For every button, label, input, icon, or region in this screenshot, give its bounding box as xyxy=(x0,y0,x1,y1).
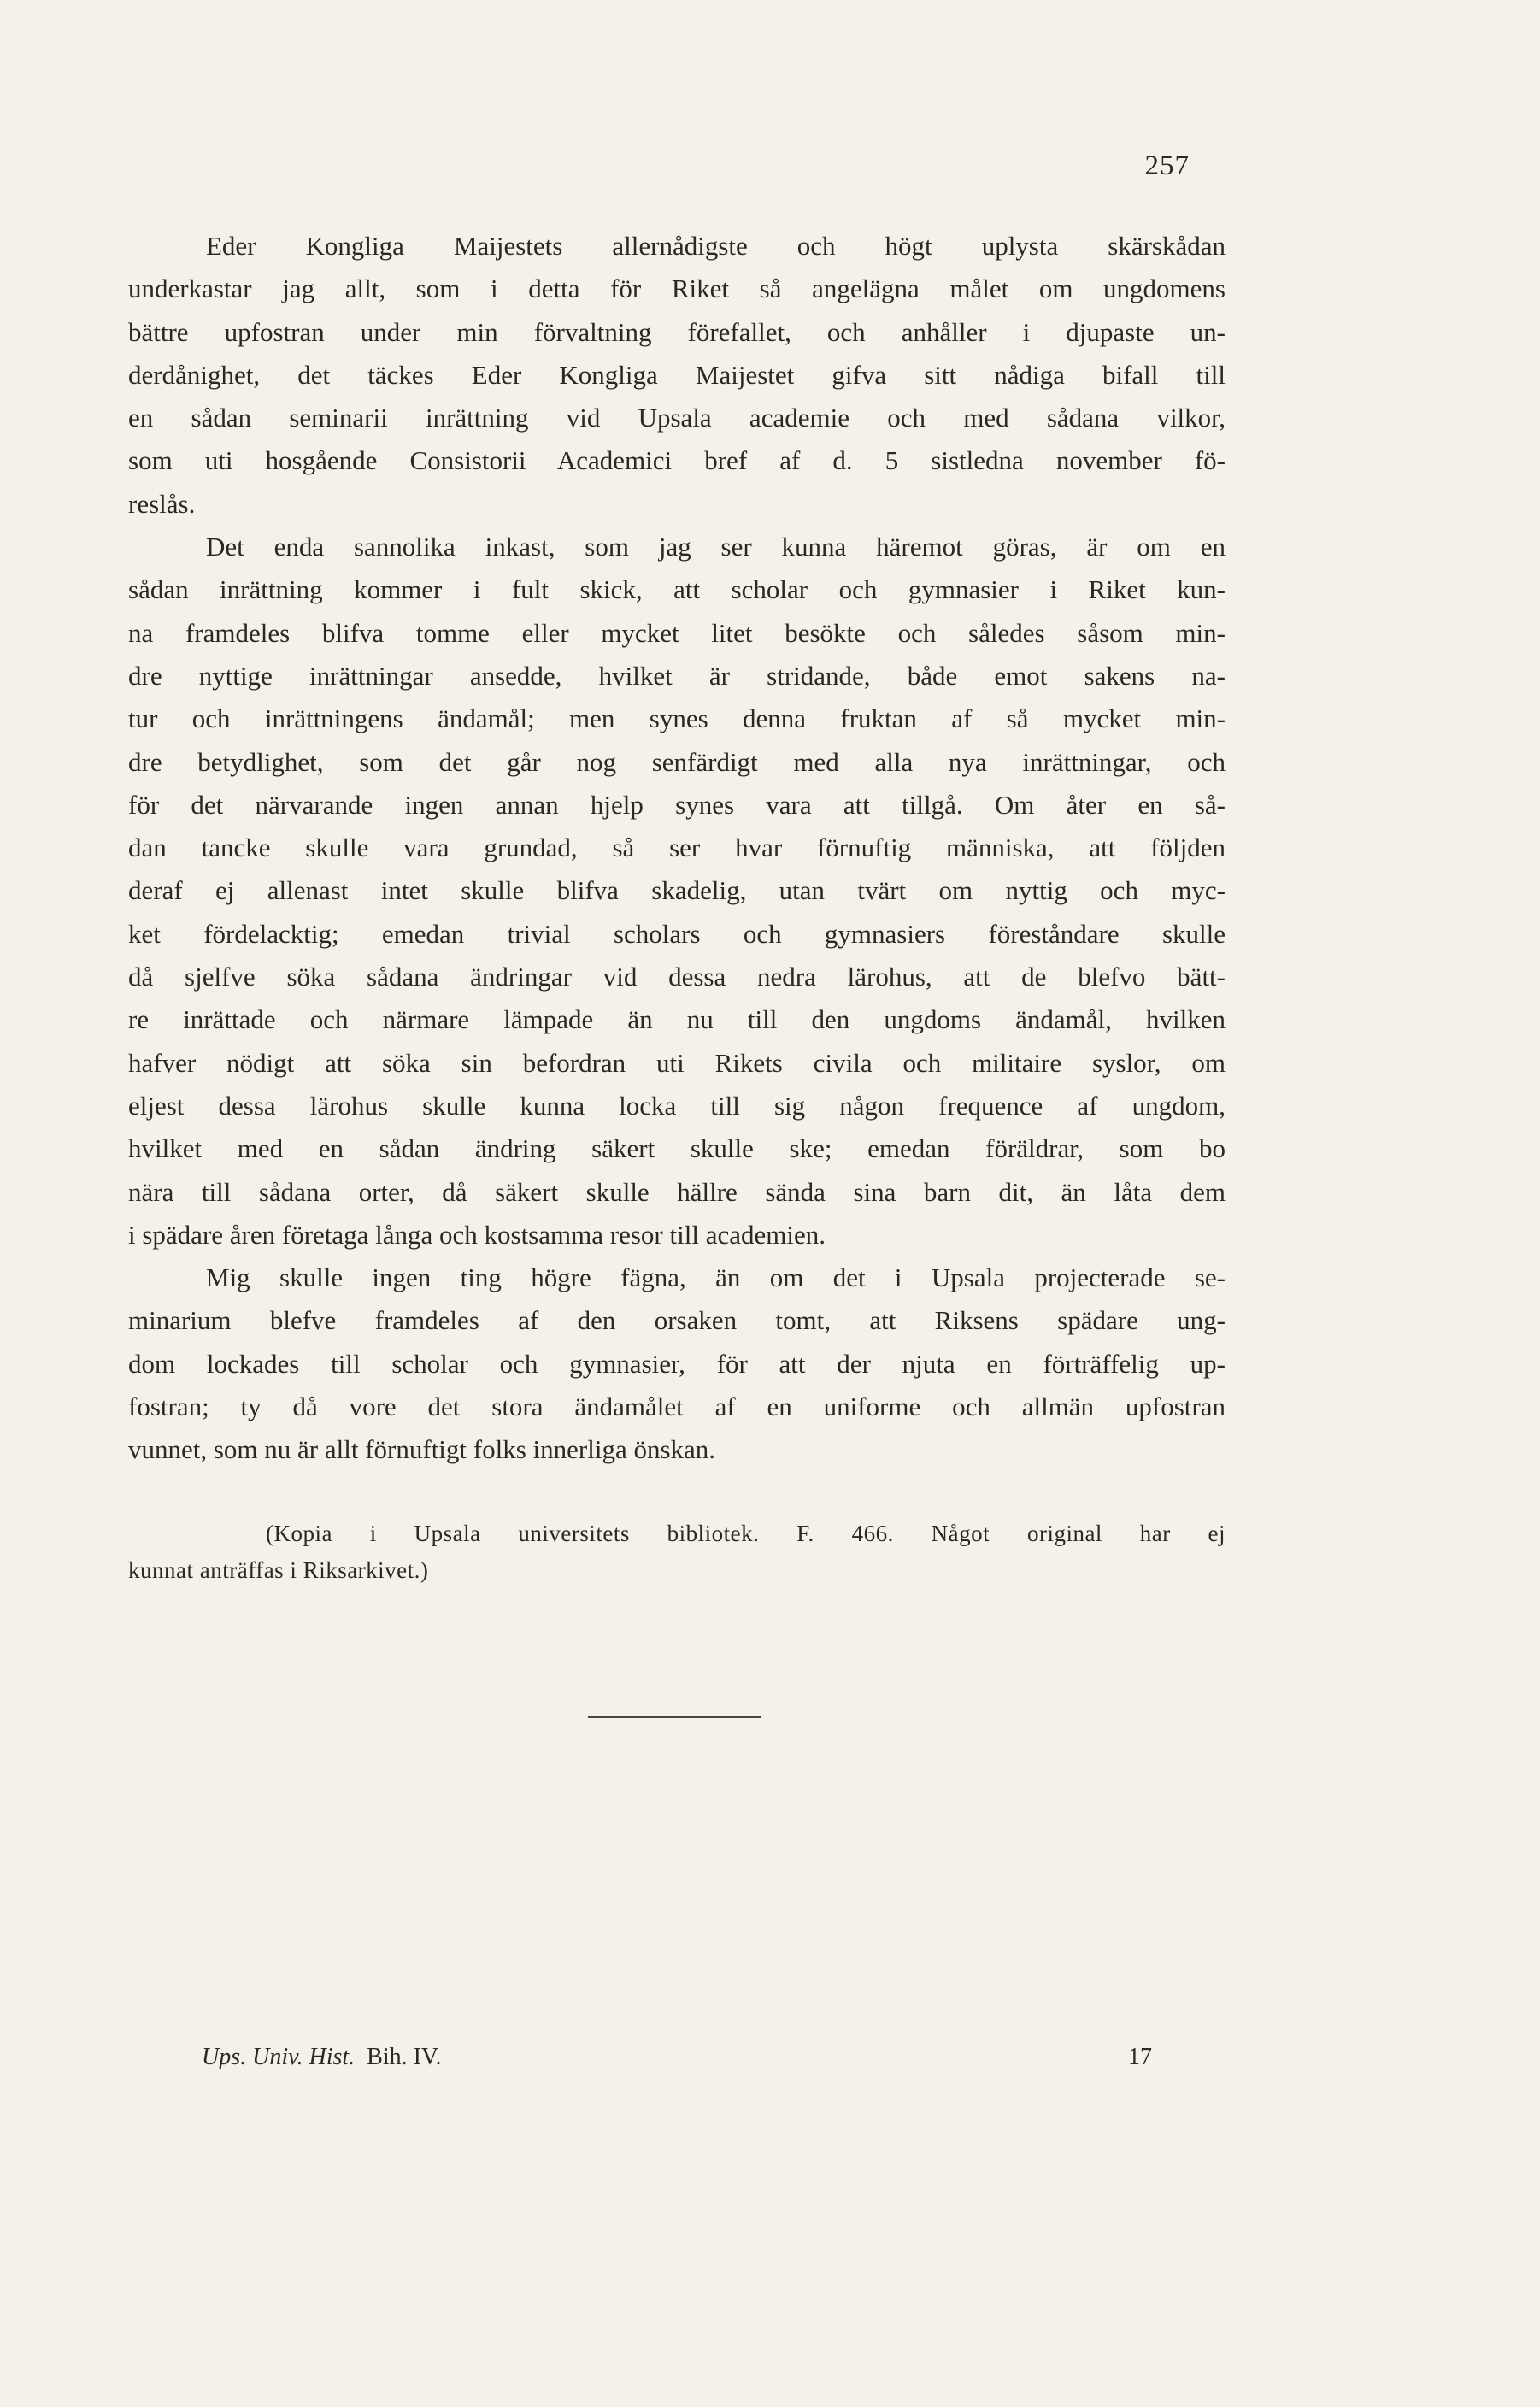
paragraph xyxy=(128,1256,1226,1471)
main-text xyxy=(128,225,1226,1472)
text-line: tur och inrättningens ändamål; men synes denna fruktan af så mycket min- xyxy=(128,703,1226,734)
text-line: dan tancke skulle vara grundad, så ser hvar förnuftig människa, att följden xyxy=(128,833,1226,863)
text-line: för det närvarande ingen annan hjelp synes vara att tillgå. Om åter en så- xyxy=(128,789,1226,820)
text-line: fostran; ty då vore det stora ändamålet af en uniforme och allmän upfostran xyxy=(128,1392,1226,1422)
text-line: derdånighet, det täckes Eder Kongliga Maijestet gifva sitt nådiga bifall till xyxy=(128,359,1226,390)
page-footer xyxy=(202,2044,1152,2071)
paragraph xyxy=(128,526,1226,1256)
text-line: reslås. xyxy=(128,488,196,519)
text-line: en sådan seminarii inrättning vid Upsala academie och med sådana vilkor, xyxy=(128,403,1226,433)
text-line: bättre upfostran under min förvaltning förefallet, och anhåller i djupaste un- xyxy=(128,316,1226,347)
text-line: dre nyttige inrättningar ansedde, hvilket är stridande, både emot sakens na- xyxy=(128,660,1226,691)
text-line: som uti hosgående Consistorii Academici bref af d. 5 sistledna november fö- xyxy=(128,445,1226,476)
text-line: Mig skulle ingen ting högre fägna, än om det i Upsala projecterade se- xyxy=(206,1262,1226,1293)
note-line: (Kopia i Upsala universitets bibliotek. F. 466. Något original har ej xyxy=(266,1521,1226,1546)
text-line: Eder Kongliga Maijestets allernådigste och högt uplysta skärskådan xyxy=(206,231,1226,261)
source-note xyxy=(128,1515,1226,1589)
text-line: nära till sådana orter, då säkert skulle hällre sända sina barn dit, än låta dem xyxy=(128,1176,1226,1207)
text-line: re inrättade och närmare lämpade än nu till den ungdoms ändamål, hvilken xyxy=(128,1004,1226,1035)
text-line: hvilket med en sådan ändring säkert skulle ske; emedan föräldrar, som bo xyxy=(128,1133,1226,1164)
section-divider xyxy=(588,1716,761,1718)
text-line: dre betydlighet, som det går nog senfärdigt med alla nya inrättningar, och xyxy=(128,746,1226,777)
text-line: hafver nödigt att söka sin befordran uti Rikets civila och militaire syslor, om xyxy=(128,1047,1226,1078)
text-line: na framdeles blifva tomme eller mycket litet besökte och således såsom min- xyxy=(128,617,1226,648)
text-line: deraf ej allenast intet skulle blifva skadelig, utan tvärt om nyttig och myc- xyxy=(128,875,1226,906)
text-line: minarium blefve framdeles af den orsaken tomt, att Riksens spädare ung- xyxy=(128,1305,1226,1336)
footer-volume: Bih. IV. xyxy=(367,2044,442,2070)
text-line: eljest dessa lärohus skulle kunna locka till sig någon frequence af ungdom, xyxy=(128,1090,1226,1121)
text-line: Det enda sannolika inkast, som jag ser kunna häremot göras, är om en xyxy=(206,532,1226,562)
footer-source xyxy=(202,2044,442,2071)
page-number: 257 xyxy=(1144,150,1190,181)
text-line: underkastar jag allt, som i detta för Riket så angelägna målet om ungdomens xyxy=(128,274,1226,304)
note-line: kunnat anträffas i Riksarkivet.) xyxy=(128,1557,429,1583)
text-line: ket fördelacktig; emedan trivial scholars och gymnasiers föreståndare skulle xyxy=(128,918,1226,949)
text-line: sådan inrättning kommer i fult skick, att scholar och gymnasier i Riket kun- xyxy=(128,574,1226,605)
text-line: vunnet, som nu är allt förnuftigt folks innerliga önskan. xyxy=(128,1434,716,1465)
text-line: i spädare åren företaga långa och kostsamma resor till academien. xyxy=(128,1219,826,1250)
text-line: dom lockades till scholar och gymnasier, för att der njuta en förträffelig up- xyxy=(128,1348,1226,1379)
footer-source-title: Ups. Univ. Hist. xyxy=(202,2044,356,2070)
paragraph xyxy=(128,225,1226,526)
footer-signature: 17 xyxy=(1128,2044,1152,2070)
text-line: då sjelfve söka sådana ändringar vid dessa nedra lärohus, att de blefvo bätt- xyxy=(128,962,1226,992)
